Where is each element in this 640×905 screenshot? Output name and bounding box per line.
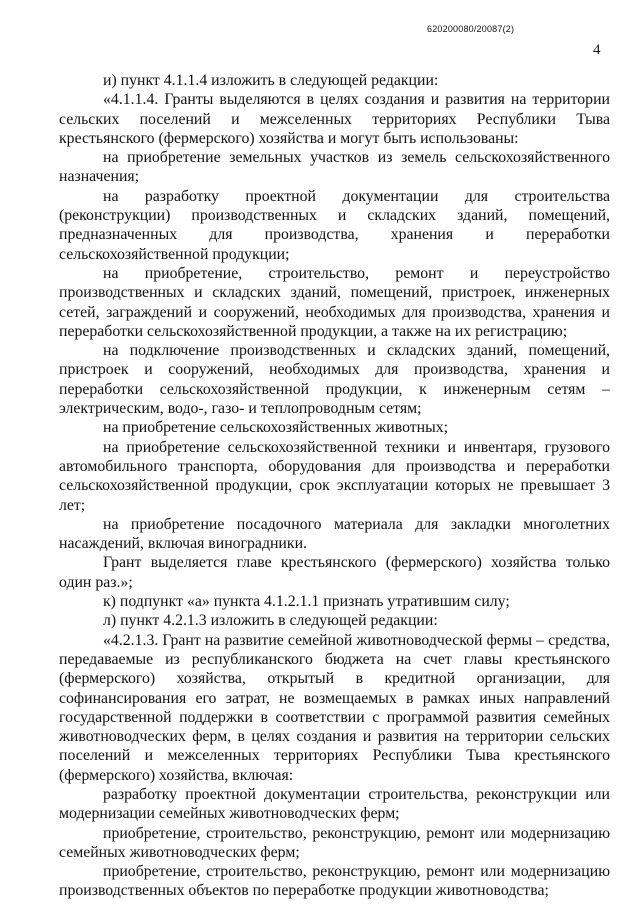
paragraph: на подключение производственных и складских зданий, помещений, пристроек и сооружений, необходимых для производства, хранения и переработки сельскохозяйственной продукции, к инженерным сетям – электрическим, водо-, газо- и теплопроводным сетям; [59, 342, 610, 418]
paragraph: на разработку проектной документации для строительства (реконструкции) производственных и складских зданий, помещений, предназначенных для производства, хранения и переработки сельскохозяйственной продукции; [59, 187, 610, 263]
paragraph: «4.2.1.3. Грант на развитие семейной животноводческой фермы – средства, передаваемые из республиканского бюджета на счет главы крестьянского (фермерского) хозяйства, открытый в кредитной организации, для софинансирования его затрат, не возмещаемых в рамках иных направлений государственной поддержки в соответствии с программой развития семейных животноводческих ферм, в целях создания и развития на территории сельских поселений и межселенных территориях Республики Тыва крестьянского (фермерского) хозяйства, включая: [59, 631, 610, 784]
paragraph: приобретение, строительство, реконструкцию, ремонт или модернизацию семейных животноводческих ферм; [59, 824, 610, 861]
paragraph: л) пункт 4.2.1.3 изложить в следующей редакции: [103, 612, 438, 630]
paragraph: на приобретение земельных участков из земель сельскохозяйственного назначения; [59, 149, 610, 186]
paragraph: и) пункт 4.1.1.4 изложить в следующей редакции: [103, 72, 439, 89]
paragraph: разработку проектной документации строительства, реконструкции или модернизации семейных животноводческих ферм; [59, 785, 610, 823]
page-number: 4 [593, 42, 601, 58]
paragraph: на приобретение сельскохозяйственной техники и инвентаря, грузового автомобильного транспорта, оборудования для производства и переработки сельскохозяйственной продукции, срок эксплуатации которых не превышает 3 лет; [59, 438, 610, 514]
paragraph: на приобретение, строительство, ремонт и переустройство производственных и складских зданий, помещений, пристроек, инженерных сетей, заграждений и сооружений, необходимых для производства, хранения и переработки сельскохозяйственной продукции, а также на их регистрацию; [59, 264, 610, 340]
paragraph: на приобретение сельскохозяйственных животных; [103, 419, 449, 437]
paragraph: «4.1.1.4. Гранты выделяются в целях создания и развития на территории сельских поселений и межселенных территориях Республики Тыва крестьянского (фермерского) хозяйства и могут быть использованы: [59, 91, 610, 147]
paragraph: приобретение, строительство, реконструкцию, ремонт или модернизацию производственных объектов по переработке продукции животноводства; [59, 863, 610, 900]
paragraph: на приобретение посадочного материала для закладки многолетних насаждений, включая виноградники. [59, 515, 610, 553]
document-code: 620200080/20087(2) [427, 24, 515, 34]
document-body [59, 71, 610, 901]
paragraph: к) подпункт «а» пункта 4.1.2.1.1 признать утратившим силу; [103, 593, 510, 611]
paragraph: Грант выделяется главе крестьянского (фермерского) хозяйства только один раз.»; [59, 554, 610, 591]
